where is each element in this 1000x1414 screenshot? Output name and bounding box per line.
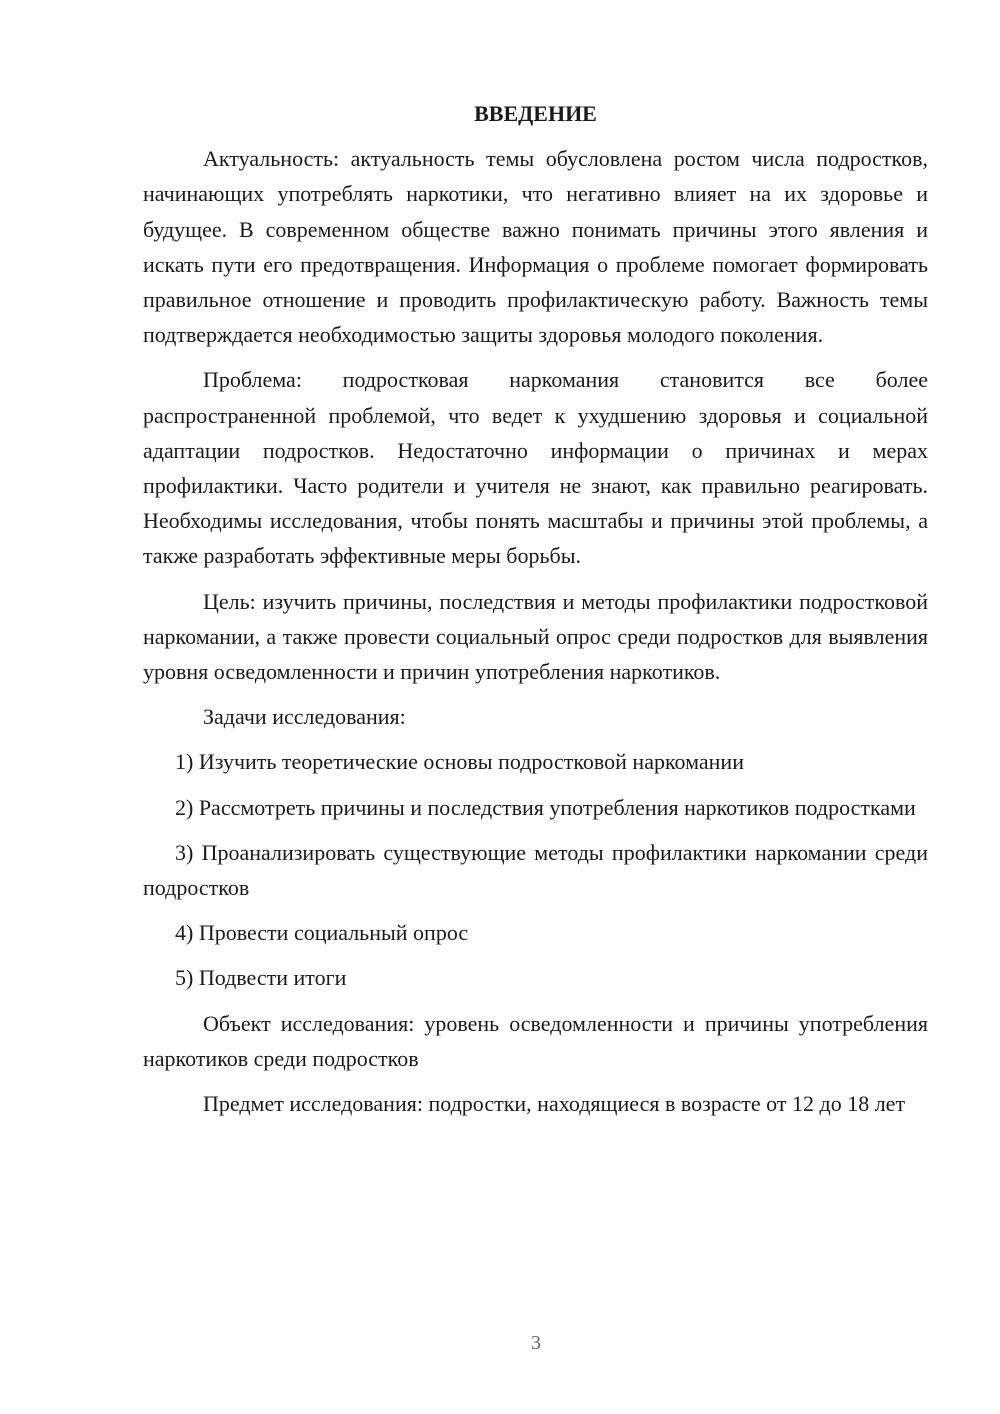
tasks-heading: Задачи исследования: bbox=[203, 704, 406, 730]
task-item: 2) Рассмотреть причины и последствия употребления наркотиков подростками bbox=[175, 794, 916, 820]
problem-paragraph: Проблема: подростковая наркомания становится все более распространенной проблемой, что ведет к ухудшению здоровья и социальной адаптации подростков. Недостаточно информации о причинах и мерах профилактики. Часто родители и учителя не знают, как правильно реагировать. Необходимы исследования, чтобы понять масштабы и причины этой проблемы, а также разработать эффективные меры борьбы. bbox=[143, 367, 928, 569]
task-item: 4) Провести социальный опрос bbox=[175, 920, 469, 946]
document-page bbox=[143, 96, 928, 1131]
goal-paragraph: Цель: изучить причины, последствия и методы профилактики подростковой наркомании, а также провести социальный опрос среди подростков для выявления уровня осведомленности и причин употребления наркотиков. bbox=[143, 588, 928, 685]
page-number: 3 bbox=[531, 1332, 541, 1354]
relevance-paragraph: Актуальность: актуальность темы обусловлена ростом числа подростков, начинающих употреблять наркотики, что негативно влияет на их здоровье и будущее. В современном обществе важно понимать причины этого явления и искать пути его предотвращения. Информация о проблеме помогает формировать правильное отношение и проводить профилактическую работу. Важность темы подтверждается необходимостью защиты здоровья молодого поколения. bbox=[143, 146, 928, 348]
task-item: 3) Проанализировать существующие методы профилактики наркомании среди подростков bbox=[143, 839, 928, 901]
research-subject-paragraph: Предмет исследования: подростки, находящиеся в возрасте от 12 до 18 лет bbox=[203, 1091, 906, 1117]
task-item: 5) Подвести итоги bbox=[175, 965, 347, 991]
task-item: 1) Изучить теоретические основы подростковой наркомании bbox=[175, 749, 744, 775]
page-title: ВВЕДЕНИЕ bbox=[474, 101, 597, 126]
research-object-paragraph: Объект исследования: уровень осведомленности и причины употребления наркотиков среди подростков bbox=[143, 1010, 928, 1071]
